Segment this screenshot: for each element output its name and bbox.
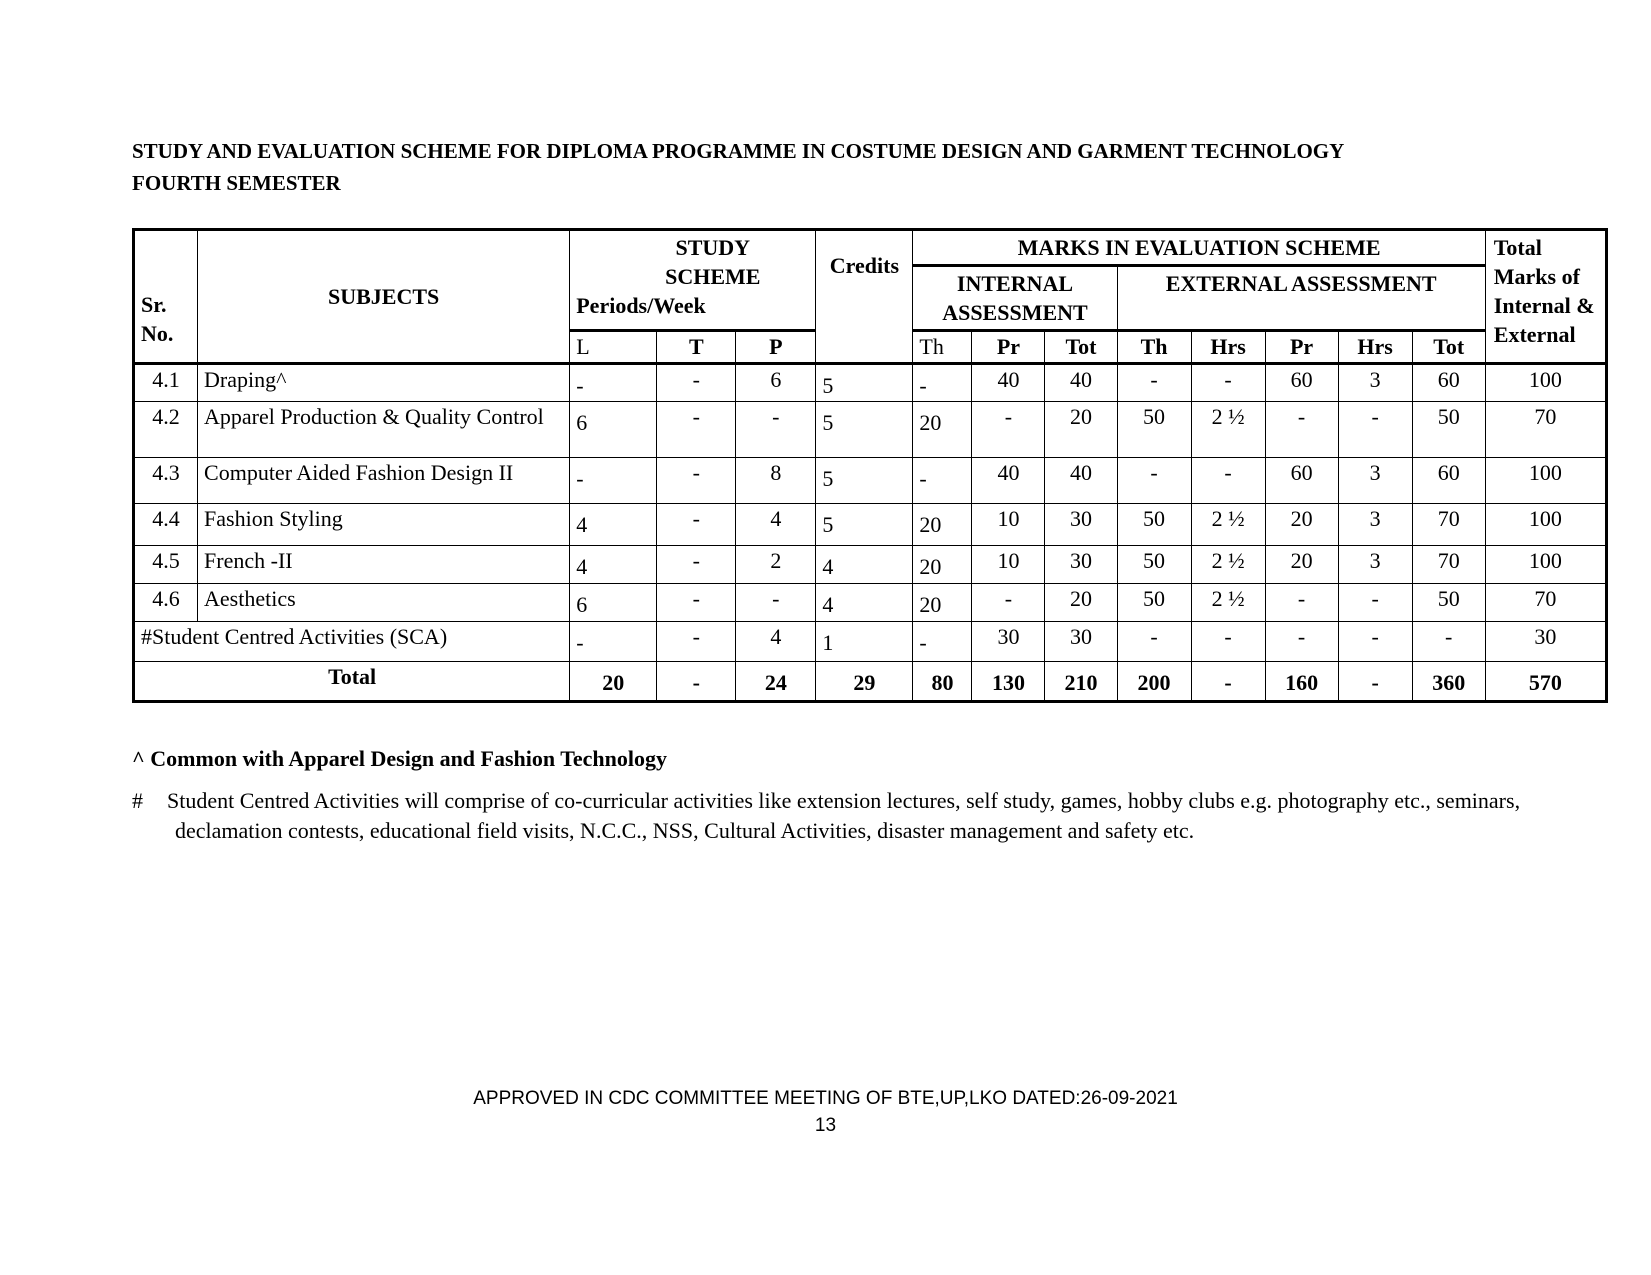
credits-cell: 5 [816, 402, 913, 458]
int-pr-cell: - [972, 584, 1045, 622]
int-pr-cell: 40 [972, 364, 1045, 402]
study-scheme-header [570, 230, 816, 331]
ext-th-cell: 50 [1117, 546, 1191, 584]
sca-footnote-line2: declamation contests, educational field visits, N.C.C., NSS, Cultural Activities, disaster management and safety etc. [175, 818, 1195, 843]
subject-cell: Aesthetics [198, 584, 570, 622]
sca-ext-hrs1: - [1191, 622, 1265, 662]
T-cell: - [657, 364, 736, 402]
col-ext-hrs2-header: Hrs [1338, 331, 1412, 364]
total-int-tot: 210 [1045, 662, 1117, 702]
total-marks-header: Total Marks of Internal & External [1485, 230, 1606, 364]
ext-hrs2-cell: - [1338, 584, 1412, 622]
ext-th-cell: 50 [1117, 504, 1191, 546]
P-cell: - [736, 584, 816, 622]
total-ext-th: 200 [1117, 662, 1191, 702]
table-row [134, 584, 1607, 622]
ext-hrs2-cell: 3 [1338, 546, 1412, 584]
credits-cell: 4 [816, 584, 913, 622]
sca-int-tot: 30 [1045, 622, 1117, 662]
int-th-cell: 20 [913, 402, 972, 458]
subject-cell: French -II [198, 546, 570, 584]
ext-th-cell: - [1117, 364, 1191, 402]
P-cell: 4 [736, 504, 816, 546]
sr-no-cell: 4.4 [134, 504, 198, 546]
ext-pr-cell: 60 [1265, 458, 1338, 504]
col-int-pr-header: Pr [972, 331, 1045, 364]
int-tot-cell: 40 [1045, 458, 1117, 504]
ext-th-cell: 50 [1117, 584, 1191, 622]
ext-hrs2-cell: 3 [1338, 364, 1412, 402]
credits-cell: 4 [816, 546, 913, 584]
total-cell: 70 [1485, 402, 1606, 458]
ext-th-cell: 50 [1117, 402, 1191, 458]
credits-cell: 5 [816, 364, 913, 402]
sca-t: - [657, 622, 736, 662]
total-int-pr: 130 [972, 662, 1045, 702]
credits-header: Credits [816, 230, 913, 364]
common-subject-note: ^ Common with Apparel Design and Fashion Technology [132, 746, 667, 771]
subject-cell: Computer Aided Fashion Design II [198, 458, 570, 504]
col-int-th-header: Th [913, 331, 972, 364]
int-pr-cell: 40 [972, 458, 1045, 504]
sr-no-cell: 4.2 [134, 402, 198, 458]
int-tot-cell: 30 [1045, 546, 1117, 584]
int-tot-cell: 30 [1045, 504, 1117, 546]
T-cell: - [657, 546, 736, 584]
int-th-cell: - [913, 364, 972, 402]
int-tot-cell: 20 [1045, 584, 1117, 622]
table-row [134, 458, 1607, 504]
total-label: Total [134, 662, 570, 702]
ext-tot-cell: 50 [1412, 584, 1485, 622]
external-assessment-header: EXTERNAL ASSESSMENT [1117, 266, 1485, 331]
col-int-tot-header: Tot [1045, 331, 1117, 364]
L-cell: - [570, 364, 657, 402]
approval-note: APPROVED IN CDC COMMITTEE MEETING OF BTE,UP,LKO DATED:26-09-2021 [473, 1088, 1178, 1109]
ext-tot-cell: 70 [1412, 546, 1485, 584]
ext-pr-cell: 20 [1265, 546, 1338, 584]
L-cell: - [570, 458, 657, 504]
document-title: STUDY AND EVALUATION SCHEME FOR DIPLOMA PROGRAMME IN COSTUME DESIGN AND GARMENT TECHNOLOGY [132, 139, 1345, 163]
col-l-header: L [570, 331, 657, 364]
subject-cell: Apparel Production & Quality Control [198, 402, 570, 458]
col-ext-tot-header: Tot [1412, 331, 1485, 364]
total-cell: 70 [1485, 584, 1606, 622]
table-row [134, 504, 1607, 546]
ext-pr-cell: - [1265, 584, 1338, 622]
evaluation-scheme-table [132, 228, 1608, 703]
ext-hrs1-cell: - [1191, 364, 1265, 402]
sca-int-th: - [913, 622, 972, 662]
int-tot-cell: 40 [1045, 364, 1117, 402]
total-int-th: 80 [913, 662, 972, 702]
col-p-header: P [736, 331, 816, 364]
int-th-cell: 20 [913, 584, 972, 622]
marks-scheme-header: MARKS IN EVALUATION SCHEME [913, 230, 1485, 266]
sca-ext-pr: - [1265, 622, 1338, 662]
ext-tot-cell: 50 [1412, 402, 1485, 458]
col-ext-th-header: Th [1117, 331, 1191, 364]
subject-cell: Draping^ [198, 364, 570, 402]
ext-tot-cell: 70 [1412, 504, 1485, 546]
int-tot-cell: 20 [1045, 402, 1117, 458]
L-cell: 6 [570, 584, 657, 622]
total-ext-tot: 360 [1412, 662, 1485, 702]
ext-hrs1-cell: - [1191, 458, 1265, 504]
col-ext-pr-header: Pr [1265, 331, 1338, 364]
ext-pr-cell: 60 [1265, 364, 1338, 402]
L-cell: 4 [570, 546, 657, 584]
T-cell: - [657, 504, 736, 546]
T-cell: - [657, 402, 736, 458]
sca-subject: #Student Centred Activities (SCA) [134, 622, 570, 662]
int-pr-cell: 10 [972, 546, 1045, 584]
periods-week-label: Periods/Week [576, 293, 706, 318]
ext-hrs1-cell: 2 ½ [1191, 504, 1265, 546]
P-cell: 8 [736, 458, 816, 504]
sca-row [134, 622, 1607, 662]
int-th-cell: - [913, 458, 972, 504]
table-row [134, 364, 1607, 402]
int-th-cell: 20 [913, 546, 972, 584]
total-cell: 100 [1485, 504, 1606, 546]
sca-footnote [132, 786, 1632, 846]
table-row [134, 546, 1607, 584]
ext-th-cell: - [1117, 458, 1191, 504]
ext-tot-cell: 60 [1412, 458, 1485, 504]
sca-ext-hrs2: - [1338, 622, 1412, 662]
col-t-header: T [657, 331, 736, 364]
P-cell: 6 [736, 364, 816, 402]
total-l: 20 [570, 662, 657, 702]
grand-total: 570 [1485, 662, 1606, 702]
sca-footnote-line1: Student Centred Activities will comprise of co-curricular activities like extension lectures, self study, games, hobby clubs e.g. photography etc., seminars, [167, 788, 1521, 813]
int-th-cell: 20 [913, 504, 972, 546]
T-cell: - [657, 584, 736, 622]
sca-ext-tot: - [1412, 622, 1485, 662]
sr-no-cell: 4.1 [134, 364, 198, 402]
sca-p: 4 [736, 622, 816, 662]
credits-cell: 5 [816, 458, 913, 504]
sca-int-pr: 30 [972, 622, 1045, 662]
total-ext-hrs1: - [1191, 662, 1265, 702]
study-scheme-label: STUDY SCHEME [665, 235, 761, 289]
ext-pr-cell: - [1265, 402, 1338, 458]
sr-no-cell: 4.3 [134, 458, 198, 504]
ext-hrs2-cell: 3 [1338, 458, 1412, 504]
sr-no-cell: 4.6 [134, 584, 198, 622]
sca-ext-th: - [1117, 622, 1191, 662]
L-cell: 4 [570, 504, 657, 546]
ext-pr-cell: 20 [1265, 504, 1338, 546]
total-ext-pr: 160 [1265, 662, 1338, 702]
P-cell: 2 [736, 546, 816, 584]
semester-title: FOURTH SEMESTER [132, 171, 341, 195]
sca-l: - [570, 622, 657, 662]
ext-hrs2-cell: 3 [1338, 504, 1412, 546]
col-ext-hrs1-header: Hrs [1191, 331, 1265, 364]
footnote-mark: # [132, 788, 143, 813]
total-p: 24 [736, 662, 816, 702]
T-cell: - [657, 458, 736, 504]
credits-cell: 5 [816, 504, 913, 546]
ext-hrs2-cell: - [1338, 402, 1412, 458]
total-row [134, 662, 1607, 702]
subjects-header: SUBJECTS [198, 230, 570, 364]
sca-credits: 1 [816, 622, 913, 662]
total-ext-hrs2: - [1338, 662, 1412, 702]
ext-hrs1-cell: 2 ½ [1191, 402, 1265, 458]
internal-assessment-header: INTERNAL ASSESSMENT [913, 266, 1117, 331]
total-credits: 29 [816, 662, 913, 702]
page-footer [0, 1085, 1651, 1139]
ext-hrs1-cell: 2 ½ [1191, 546, 1265, 584]
int-pr-cell: 10 [972, 504, 1045, 546]
int-pr-cell: - [972, 402, 1045, 458]
subject-cell: Fashion Styling [198, 504, 570, 546]
sca-total: 30 [1485, 622, 1606, 662]
ext-tot-cell: 60 [1412, 364, 1485, 402]
table-row [134, 402, 1607, 458]
total-cell: 100 [1485, 364, 1606, 402]
total-t: - [657, 662, 736, 702]
total-cell: 100 [1485, 546, 1606, 584]
page-number: 13 [814, 1115, 837, 1136]
ext-hrs1-cell: 2 ½ [1191, 584, 1265, 622]
sr-no-header: Sr. No. [134, 230, 198, 364]
L-cell: 6 [570, 402, 657, 458]
sr-no-cell: 4.5 [134, 546, 198, 584]
P-cell: - [736, 402, 816, 458]
total-cell: 100 [1485, 458, 1606, 504]
